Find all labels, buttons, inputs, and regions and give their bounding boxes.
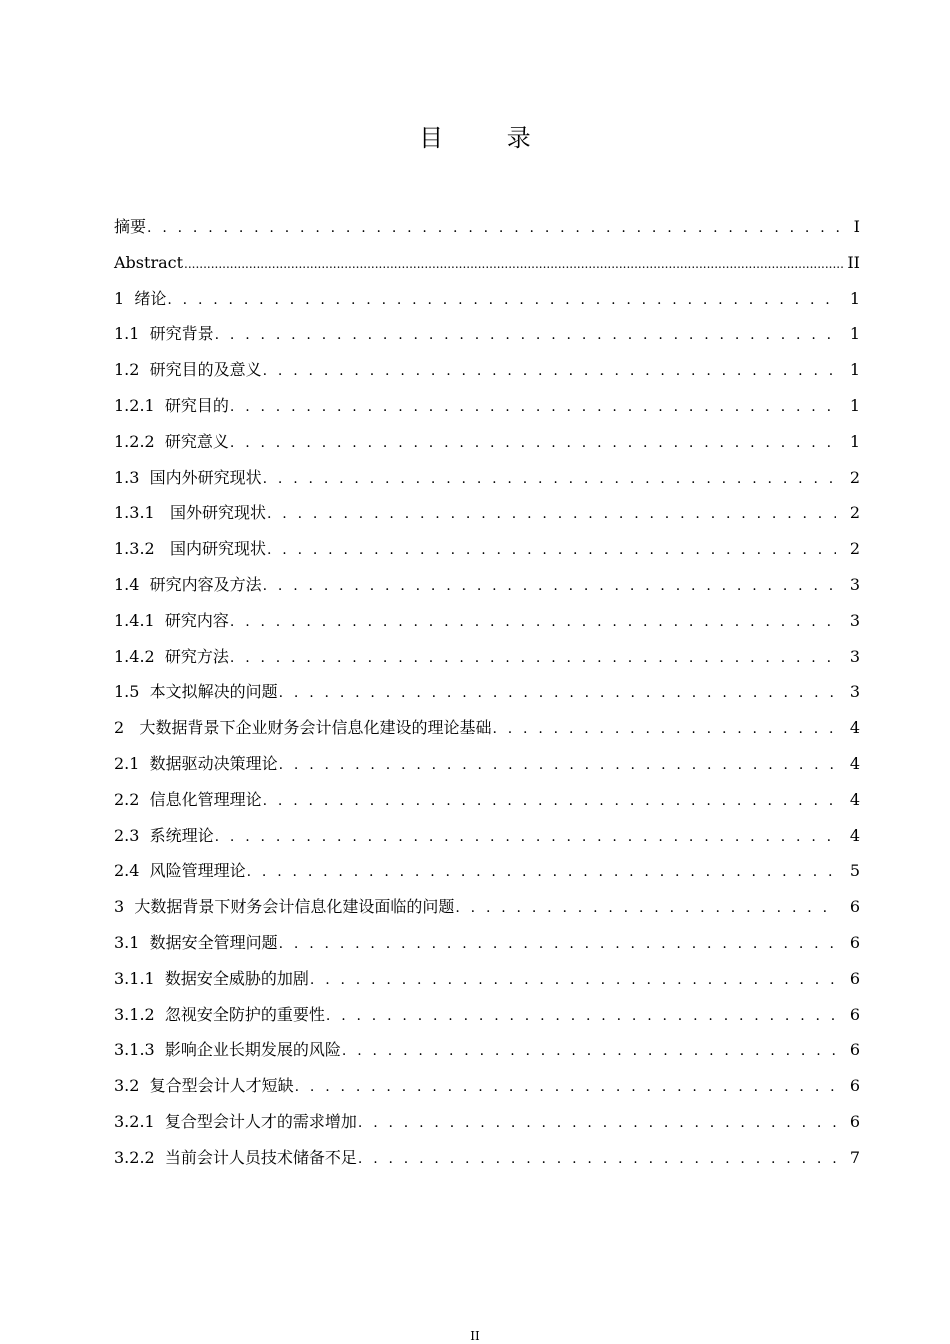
toc-entry-page: 1 xyxy=(849,324,860,344)
toc-dot-leader xyxy=(454,891,836,927)
toc-dot-leader xyxy=(183,247,845,283)
toc-entry-page: 6 xyxy=(849,968,860,988)
toc-entry-label: 3.1.3 影响企业长期发展的风险 xyxy=(114,1040,341,1060)
toc-entry[interactable] xyxy=(114,782,860,818)
toc-dot-leader xyxy=(166,283,836,319)
toc-entry-label: 2.1 数据驱动决策理论 xyxy=(114,753,278,773)
toc-dot-leader xyxy=(341,1034,836,1070)
toc-entry-label: 3.2.1 复合型会计人才的需求增加 xyxy=(114,1111,357,1131)
toc-entry[interactable] xyxy=(114,388,860,424)
toc-dot-leader xyxy=(491,712,836,748)
toc-entry-label: 1.3 国内外研究现状 xyxy=(114,467,262,487)
footer-page-number: II xyxy=(470,1329,480,1343)
toc-entry[interactable] xyxy=(114,316,860,352)
toc-entry-label: 1.2 研究目的及意义 xyxy=(114,360,262,380)
toc-entry-label: 1.3.2 国内研究现状 xyxy=(114,539,266,559)
toc-dot-leader xyxy=(309,963,836,999)
toc-entry-abstract-en[interactable] xyxy=(114,245,860,281)
toc-entry-page: 3 xyxy=(849,646,860,666)
toc-entry[interactable] xyxy=(114,889,860,925)
toc-dot-leader xyxy=(262,354,836,390)
toc-entry-page: 2 xyxy=(849,467,860,487)
toc-entry-page: II xyxy=(847,252,860,272)
toc-entry[interactable] xyxy=(114,531,860,567)
toc-entry-page: 4 xyxy=(849,718,860,738)
toc-entry[interactable] xyxy=(114,495,860,531)
toc-entry-label: 1.1 研究背景 xyxy=(114,324,214,344)
toc-entry[interactable] xyxy=(114,567,860,603)
toc-entry-label: 1.2.2 研究意义 xyxy=(114,431,229,451)
toc-entry-page: 1 xyxy=(849,360,860,380)
toc-entry[interactable] xyxy=(114,1068,860,1104)
toc-entry-label: 摘要 xyxy=(114,217,147,236)
toc-entry-page: 3 xyxy=(849,610,860,630)
toc-entry[interactable] xyxy=(114,746,860,782)
toc-dot-leader xyxy=(266,497,836,533)
toc-entry-label: Abstract xyxy=(114,252,184,272)
toc-dot-leader xyxy=(325,999,836,1035)
toc-entry-page: 7 xyxy=(849,1147,860,1167)
toc-dot-leader xyxy=(278,748,836,784)
toc-entry-page: 2 xyxy=(849,503,860,523)
toc-entry[interactable] xyxy=(114,818,860,854)
toc-entry-page: I xyxy=(853,217,860,236)
toc-dot-leader xyxy=(229,605,836,641)
toc-dot-leader xyxy=(214,820,836,856)
toc-dot-leader xyxy=(357,1106,836,1142)
toc-entry-label: 2.4 风险管理理论 xyxy=(114,861,246,881)
toc-entry[interactable] xyxy=(114,460,860,496)
toc-entry[interactable] xyxy=(114,710,860,746)
toc-dot-leader xyxy=(229,426,836,462)
toc-entry-label: 3.2.2 当前会计人员技术储备不足 xyxy=(114,1147,357,1167)
toc-entry-page: 4 xyxy=(849,789,860,809)
toc-dot-leader xyxy=(262,784,836,820)
toc-entry[interactable] xyxy=(114,925,860,961)
toc-entry-page: 3 xyxy=(849,682,860,702)
toc-dot-leader xyxy=(146,211,852,247)
toc-entry-page: 6 xyxy=(849,897,860,917)
toc-entry[interactable] xyxy=(114,674,860,710)
toc-entry[interactable] xyxy=(114,424,860,460)
toc-entry[interactable] xyxy=(114,961,860,997)
toc-entry-page: 2 xyxy=(849,539,860,559)
toc-entry-page: 4 xyxy=(849,825,860,845)
toc-dot-leader xyxy=(278,927,836,963)
toc-entry-page: 3 xyxy=(849,574,860,594)
toc-entry[interactable] xyxy=(114,1032,860,1068)
toc-entry-label: 1.5 本文拟解决的问题 xyxy=(114,682,278,702)
toc-entry-label: 2 大数据背景下企业财务会计信息化建设的理论基础 xyxy=(114,718,492,738)
toc-entry[interactable] xyxy=(114,997,860,1033)
toc-entry[interactable] xyxy=(114,1140,860,1176)
toc-entry-label: 3 大数据背景下财务会计信息化建设面临的问题 xyxy=(114,897,455,917)
toc-dot-leader xyxy=(229,390,836,426)
toc-entry-label: 1.2.1 研究目的 xyxy=(114,395,229,415)
toc-dot-leader xyxy=(294,1070,836,1106)
toc-dot-leader xyxy=(262,462,836,498)
toc-entry[interactable] xyxy=(114,281,860,317)
toc-entry-page: 5 xyxy=(849,861,860,881)
toc-dot-leader xyxy=(246,855,836,891)
toc-entry-page: 6 xyxy=(849,1004,860,1024)
toc-entry-page: 4 xyxy=(849,753,860,773)
toc-entry-page: 1 xyxy=(849,431,860,451)
toc-entry-label: 3.2 复合型会计人才短缺 xyxy=(114,1076,294,1096)
toc-entry[interactable] xyxy=(114,352,860,388)
toc-entry-label: 3.1.1 数据安全威胁的加剧 xyxy=(114,968,309,988)
toc-dot-leader xyxy=(357,1142,836,1178)
toc-entry-label: 3.1.2 忽视安全防护的重要性 xyxy=(114,1004,325,1024)
toc-entry-label: 2.3 系统理论 xyxy=(114,825,214,845)
toc-dot-leader xyxy=(214,318,836,354)
toc-entry[interactable] xyxy=(114,853,860,889)
page-title: 目 录 xyxy=(419,124,559,152)
toc-entry-label: 1.4.1 研究内容 xyxy=(114,610,229,630)
toc-entry-page: 6 xyxy=(849,1076,860,1096)
toc-dot-leader xyxy=(229,641,836,677)
table-of-contents xyxy=(114,209,860,1176)
toc-entry-label: 3.1 数据安全管理问题 xyxy=(114,932,278,952)
toc-entry-label: 1 绪论 xyxy=(114,288,167,308)
toc-entry-page: 1 xyxy=(849,288,860,308)
toc-entry-abstract-cn[interactable] xyxy=(114,209,860,245)
toc-dot-leader xyxy=(262,569,836,605)
toc-entry[interactable] xyxy=(114,1104,860,1140)
toc-entry-label: 1.4.2 研究方法 xyxy=(114,646,229,666)
toc-entry-page: 1 xyxy=(849,395,860,415)
toc-dot-leader xyxy=(278,676,836,712)
toc-entry-page: 6 xyxy=(849,932,860,952)
toc-entry-label: 1.3.1 国外研究现状 xyxy=(114,503,266,523)
toc-dot-leader xyxy=(266,533,836,569)
toc-entry-label: 2.2 信息化管理理论 xyxy=(114,789,262,809)
toc-entry-page: 6 xyxy=(849,1111,860,1131)
toc-entry[interactable] xyxy=(114,639,860,675)
toc-entry-page: 6 xyxy=(849,1040,860,1060)
toc-entry-label: 1.4 研究内容及方法 xyxy=(114,574,262,594)
toc-entry[interactable] xyxy=(114,603,860,639)
